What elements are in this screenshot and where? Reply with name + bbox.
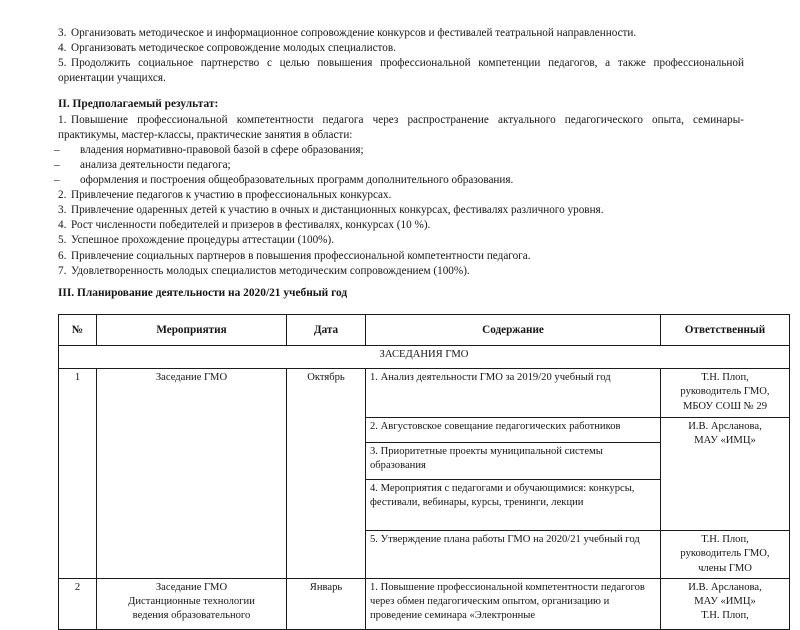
band-label: ЗАСЕДАНИЯ ГМО bbox=[59, 346, 790, 369]
section-ii-item-5-number: 5. bbox=[58, 234, 67, 247]
section-ii-dash-3-text: оформления и построения общеобразовательных программ дополнительного образования. bbox=[80, 174, 514, 187]
row-1-responsible-3: Т.Н. Плоп, руководитель ГМО, члены ГМО bbox=[661, 531, 790, 579]
section-ii-item-7 bbox=[58, 264, 744, 279]
spacer-before-table bbox=[58, 301, 744, 314]
intro-item-5 bbox=[58, 56, 744, 86]
row-1-content-4: 4. Мероприятия с педагогами и обучающимися: конкурсы, фестивали, вебинары, курсы, тренинги, лекции bbox=[366, 480, 661, 531]
section-ii-item-6-number: 6. bbox=[58, 249, 67, 262]
row-1-responsible-1: Т.Н. Плоп, руководитель ГМО, МБОУ СОШ № 29 bbox=[661, 369, 790, 418]
row-1-responsible-2: И.В. Арсланова, МАУ «ИМЦ» bbox=[661, 418, 790, 531]
plan-table-body bbox=[59, 346, 790, 630]
row-1-content-2: 2. Августовское совещание педагогических работников bbox=[366, 418, 661, 443]
spacer-before-section-ii bbox=[58, 86, 744, 97]
intro-item-3-number: 3. bbox=[58, 27, 67, 39]
section-ii-item-7-text: Удовлетворенность молодых специалистов методическим сопровождением (100%). bbox=[71, 264, 470, 277]
section-ii-item-3 bbox=[58, 203, 744, 218]
section-ii-item-1-text: Повышение профессиональной компетентности педагога через распространение актуального педагогического опыта, семинары-практикумы, мастер-классы, практические занятия в области: bbox=[58, 113, 744, 141]
row-1-content-5: 5. Утверждение плана работы ГМО на 2020/21 учебный год bbox=[366, 531, 661, 579]
intro-list bbox=[58, 26, 744, 86]
section-ii-dash-2-text: анализа деятельности педагога; bbox=[80, 158, 231, 171]
section-ii-dash-1 bbox=[54, 143, 744, 158]
intro-item-5-number: 5. bbox=[58, 57, 67, 70]
header-responsible: Ответственный bbox=[661, 315, 790, 346]
header-date: Дата bbox=[287, 315, 366, 346]
intro-item-5-text: Продолжить социальное партнерство с целью повышения профессиональной компетенции педагогов, а также профессиональной ориентации учащихся. bbox=[58, 57, 744, 85]
header-num: № bbox=[59, 315, 97, 346]
header-event: Мероприятия bbox=[97, 315, 287, 346]
section-iii-heading: III. Планирование деятельности на 2020/21 учебный год bbox=[58, 286, 348, 299]
intro-item-4-text: Организовать методическое сопровождение молодых специалистов. bbox=[71, 42, 396, 55]
table-header-row bbox=[59, 315, 790, 346]
dash-marker: – bbox=[54, 174, 60, 187]
section-ii-dash-1-text: владения нормативно-правовой базой в сфере образования; bbox=[80, 143, 364, 156]
intro-item-4-number: 4. bbox=[58, 42, 67, 55]
section-ii-item-2 bbox=[58, 188, 744, 203]
section-ii-heading: II. Предполагаемый результат: bbox=[58, 98, 219, 111]
intro-item-4 bbox=[58, 41, 744, 56]
table-row bbox=[59, 578, 790, 629]
row-1-date: Октябрь bbox=[287, 369, 366, 579]
table-row bbox=[59, 369, 790, 418]
intro-item-3-text: Организовать методическое и информационное сопровождение конкурсов и фестивалей театральной направленности. bbox=[71, 27, 637, 39]
row-1-content-1: 1. Анализ деятельности ГМО за 2019/20 учебный год bbox=[366, 369, 661, 418]
section-ii-dash-3 bbox=[54, 173, 744, 188]
intro-item-3 bbox=[58, 26, 744, 41]
section-ii-dash-2 bbox=[54, 158, 744, 173]
section-ii-item-1-number: 1. bbox=[58, 113, 67, 126]
section-ii-item-2-text: Привлечение педагогов к участию в профессиональных конкурсах. bbox=[71, 189, 392, 202]
dash-marker: – bbox=[54, 143, 60, 156]
row-2-date: Январь bbox=[287, 578, 366, 629]
row-2-content-1: 1. Повышение профессиональной компетентности педагогов через обмен педагогическим опытом, организацию и проведение семинара «Электронные bbox=[366, 578, 661, 629]
section-ii-item-5-text: Успешное прохождение процедуры аттестации (100%). bbox=[71, 234, 335, 247]
row-1-num: 1 bbox=[59, 369, 97, 579]
section-ii-item-4 bbox=[58, 218, 744, 233]
section-ii-item-2-number: 2. bbox=[58, 189, 67, 202]
spacer-before-section-iii bbox=[58, 279, 744, 286]
section-ii-item-6 bbox=[58, 249, 744, 264]
row-2-num: 2 bbox=[59, 578, 97, 629]
section-ii-item-1 bbox=[58, 113, 744, 143]
section-ii-item-3-text: Привлечение одаренных детей к участию в очных и дистанционных конкурсах, фестивалях различного уровня. bbox=[71, 204, 604, 217]
section-ii-item-3-number: 3. bbox=[58, 204, 67, 217]
section-ii-item-5 bbox=[58, 233, 744, 248]
table-band-row bbox=[59, 346, 790, 369]
section-ii-item-6-text: Привлечение социальных партнеров в повышения профессиональной компетентности педагога. bbox=[71, 249, 531, 262]
header-content: Содержание bbox=[366, 315, 661, 346]
row-2-event: Заседание ГМО Дистанционные технологии ведения образовательного bbox=[97, 578, 287, 629]
section-ii-item-7-number: 7. bbox=[58, 264, 67, 277]
plan-table-head bbox=[59, 315, 790, 346]
dash-marker: – bbox=[54, 158, 60, 171]
row-2-responsible-1: И.В. Арсланова, МАУ «ИМЦ» Т.Н. Плоп, bbox=[661, 578, 790, 629]
plan-table bbox=[58, 314, 790, 630]
row-1-event: Заседание ГМО bbox=[97, 369, 287, 579]
section-ii-item-4-text: Рост численности победителей и призеров в фестивалях, конкурсах (10 %). bbox=[71, 219, 431, 232]
section-ii-item-4-number: 4. bbox=[58, 219, 67, 232]
row-1-content-3: 3. Приоритетные проекты муниципальной системы образования bbox=[366, 443, 661, 480]
